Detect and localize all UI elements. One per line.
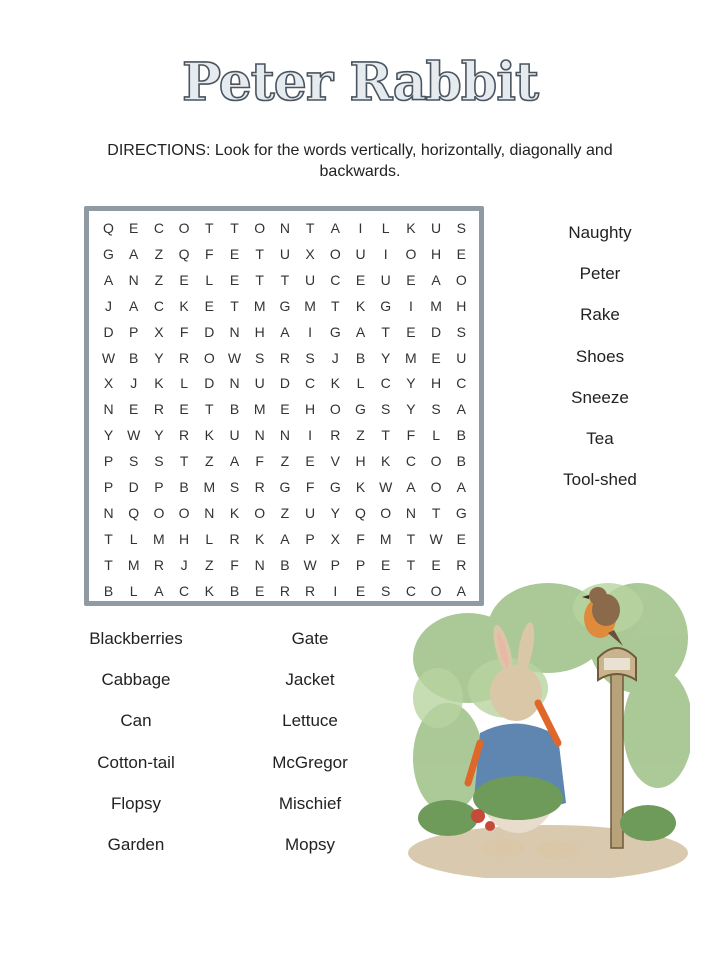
grid-row [95, 319, 473, 345]
grid-letter[interactable]: T [381, 427, 390, 444]
grid-letter[interactable]: G [329, 479, 341, 495]
grid-letter[interactable]: B [229, 582, 240, 599]
grid-letter[interactable]: T [230, 297, 239, 314]
grid-letter[interactable]: A [330, 220, 340, 236]
grid-letter[interactable]: J [180, 556, 188, 573]
grid-letter[interactable]: E [355, 271, 366, 288]
grid-row [95, 293, 473, 319]
grid-letter[interactable]: O [329, 245, 341, 262]
grid-letter[interactable]: N [279, 220, 290, 236]
grid-letter[interactable]: Q [178, 245, 190, 262]
grid-letter[interactable]: T [280, 271, 290, 288]
grid-letter[interactable]: L [180, 375, 188, 392]
grid-letter[interactable]: T [205, 220, 214, 236]
grid-letter[interactable]: A [456, 479, 466, 495]
grid-letter[interactable]: E [406, 323, 416, 340]
grid-letter[interactable]: L [356, 375, 365, 392]
grid-letter[interactable]: T [406, 556, 416, 573]
grid-letter[interactable]: U [456, 349, 467, 366]
grid-letter[interactable]: X [305, 245, 315, 262]
grid-letter[interactable]: F [205, 245, 214, 262]
grid-letter[interactable]: P [305, 530, 315, 547]
grid-letter[interactable]: O [254, 220, 266, 236]
grid-letter[interactable]: E [280, 401, 290, 418]
grid-letter[interactable]: N [254, 427, 265, 444]
grid-letter[interactable]: F [406, 427, 416, 444]
grid-letter[interactable]: P [103, 479, 114, 495]
grid-letter[interactable]: I [383, 245, 388, 262]
grid-letter[interactable]: X [103, 375, 114, 392]
grid-letter[interactable]: R [330, 427, 341, 444]
grid-letter[interactable]: W [227, 349, 242, 366]
grid-letter[interactable]: D [431, 323, 442, 340]
grid-letter[interactable]: H [355, 453, 366, 470]
grid-letter[interactable]: K [406, 220, 416, 236]
grid-letter[interactable]: Z [205, 453, 214, 470]
grid-letter[interactable]: D [128, 479, 139, 495]
grid-letter[interactable]: R [456, 556, 467, 573]
grid-letter[interactable]: V [330, 453, 340, 470]
word-list-item: Rake [580, 305, 620, 325]
grid-letter[interactable]: F [179, 323, 189, 340]
grid-letter[interactable]: D [204, 323, 215, 340]
grid-letter[interactable]: E [229, 245, 240, 262]
grid-letter[interactable]: K [355, 297, 366, 314]
grid-letter[interactable]: B [456, 453, 466, 470]
grid-letter[interactable]: Q [103, 220, 114, 236]
grid-letter[interactable]: W [379, 479, 393, 495]
grid-letter[interactable]: K [330, 375, 340, 392]
grid-row [95, 448, 473, 474]
grid-letter[interactable]: B [355, 349, 366, 366]
grid-letter[interactable]: R [153, 401, 164, 418]
grid-row [95, 267, 473, 293]
grid-letter[interactable]: A [129, 245, 139, 262]
grid-letter[interactable]: L [205, 530, 214, 547]
grid-letter[interactable]: E [179, 271, 189, 288]
grid-letter[interactable]: S [431, 401, 441, 418]
grid-letter[interactable]: A [129, 297, 139, 314]
grid-letter[interactable]: T [230, 220, 239, 236]
grid-letter[interactable]: P [154, 479, 164, 495]
grid-letter[interactable]: O [178, 504, 190, 521]
grid-letter[interactable]: M [253, 401, 266, 418]
grid-letter[interactable]: E [431, 349, 441, 366]
grid-letter[interactable]: O [203, 349, 215, 366]
grid-letter[interactable]: E [381, 556, 391, 573]
grid-letter[interactable]: G [455, 504, 467, 521]
grid-letter[interactable]: N [279, 427, 290, 444]
directions-text: DIRECTIONS: Look for the words vertically, horizontally, diagonally and backwards. [107, 142, 613, 180]
grid-letter[interactable]: T [205, 401, 214, 418]
grid-row [95, 422, 473, 448]
grid-letter[interactable]: D [279, 375, 290, 392]
grid-letter[interactable]: O [329, 401, 341, 418]
grid-letter[interactable]: E [431, 556, 441, 573]
grid-letter[interactable]: Z [154, 271, 164, 288]
grid-letter[interactable]: K [355, 479, 366, 495]
grid-letter[interactable]: O [455, 271, 467, 288]
word-list-item: Lettuce [282, 711, 338, 731]
grid-row [95, 345, 473, 371]
grid-letter[interactable]: N [405, 504, 416, 521]
grid-letter[interactable]: G [103, 245, 114, 262]
grid-row [95, 500, 473, 526]
word-list-item: Peter [579, 264, 621, 284]
word-list-item: Tea [586, 429, 614, 448]
grid-letter[interactable]: C [330, 271, 341, 288]
grid-letter[interactable]: M [253, 297, 266, 314]
grid-letter[interactable]: M [405, 349, 417, 366]
word-list-item: Gate [291, 629, 329, 648]
grid-letter[interactable]: T [431, 504, 441, 521]
grid-letter[interactable]: O [254, 504, 266, 521]
grid-letter[interactable]: W [127, 427, 141, 444]
grid-letter[interactable]: G [380, 297, 392, 314]
grid-letter[interactable]: U [229, 427, 240, 444]
word-list-item: Flopsy [110, 793, 162, 813]
word-list-item: Cotton-tail [97, 752, 175, 772]
word-list-item: Mopsy [284, 835, 336, 854]
grid-letter[interactable]: E [305, 453, 315, 470]
grid-letter[interactable]: O [430, 453, 442, 470]
grid-letter[interactable]: Z [205, 556, 214, 573]
grid-letter[interactable]: C [153, 220, 164, 236]
grid-letter[interactable]: C [305, 375, 316, 392]
grid-letter[interactable]: F [230, 556, 239, 573]
grid-letter[interactable]: O [430, 479, 442, 495]
grid-letter[interactable]: M [304, 297, 316, 314]
grid-letter[interactable]: J [130, 375, 138, 392]
grid-letter[interactable]: L [432, 427, 440, 444]
grid-letter[interactable]: C [405, 582, 416, 599]
word-list-item: Can [120, 711, 152, 731]
grid-letter[interactable]: E [456, 530, 466, 547]
grid-letter[interactable]: B [456, 427, 466, 444]
grid-letter[interactable]: M [430, 297, 442, 314]
grid-letter[interactable]: M [153, 530, 165, 547]
word-list-item: McGregor [272, 752, 348, 772]
grid-letter[interactable]: O [405, 245, 417, 262]
grid-letter[interactable]: Y [154, 349, 164, 366]
grid-row [95, 396, 473, 422]
grid-letter[interactable]: E [229, 271, 240, 288]
grid-letter[interactable]: B [103, 582, 114, 599]
grid-letter[interactable]: N [204, 504, 215, 521]
grid-letter[interactable]: R [254, 479, 265, 495]
grid-letter[interactable]: N [229, 375, 240, 392]
word-list-item: Sneeze [571, 387, 629, 407]
grid-letter[interactable]: I [308, 323, 313, 340]
grid-letter[interactable]: T [104, 556, 113, 573]
grid-row [95, 526, 473, 552]
grid-letter[interactable]: L [129, 582, 138, 599]
grid-letter[interactable]: K [179, 297, 189, 314]
grid-letter[interactable]: N [103, 401, 114, 418]
grid-letter[interactable]: J [105, 297, 112, 314]
grid-letter[interactable]: R [179, 349, 190, 366]
grid-letter[interactable]: K [229, 504, 240, 521]
grid-letter[interactable]: B [129, 349, 139, 366]
grid-letter[interactable]: A [103, 271, 114, 288]
grid-letter[interactable]: W [101, 349, 116, 366]
word-list-item: Tool-shed [563, 470, 637, 490]
grid-letter[interactable]: N [254, 556, 265, 573]
grid-letter[interactable]: U [355, 245, 366, 262]
grid-letter[interactable]: F [305, 479, 315, 495]
grid-letter[interactable]: R [153, 556, 164, 573]
grid-letter[interactable]: T [406, 530, 416, 547]
grid-letter[interactable]: Y [330, 504, 340, 521]
grid-letter[interactable]: S [154, 453, 164, 470]
grid-row [95, 215, 473, 241]
grid-letter[interactable]: R [179, 427, 190, 444]
grid-letter[interactable]: C [179, 582, 190, 599]
grid-letter[interactable]: H [179, 530, 190, 547]
grid-letter[interactable]: T [331, 297, 340, 314]
grid-letter[interactable]: C [380, 375, 391, 392]
grid-letter[interactable]: T [381, 323, 390, 340]
grid-letter[interactable]: A [431, 271, 441, 288]
grid-letter[interactable]: U [254, 375, 265, 392]
grid-letter[interactable]: S [255, 349, 265, 366]
grid-letter[interactable]: S [456, 323, 466, 340]
grid-letter[interactable]: Y [381, 349, 391, 366]
grid-letter[interactable]: Y [406, 375, 416, 392]
grid-letter[interactable]: H [431, 375, 442, 392]
grid-letter[interactable]: X [330, 530, 340, 547]
word-search-grid[interactable] [84, 206, 484, 606]
page-title: Peter Rabbit [182, 52, 538, 113]
word-list-item: Cabbage [101, 670, 171, 690]
grid-letter[interactable]: O [153, 504, 165, 521]
grid-letter[interactable]: K [154, 375, 164, 392]
grid-letter[interactable]: R [279, 582, 290, 599]
grid-letter[interactable]: W [429, 530, 443, 547]
grid-letter[interactable]: U [380, 271, 391, 288]
grid-letter[interactable]: T [255, 271, 264, 288]
grid-letter[interactable]: F [356, 530, 365, 547]
grid-letter[interactable]: W [303, 556, 317, 573]
grid-letter[interactable]: S [129, 453, 139, 470]
word-list-item: Garden [107, 835, 165, 854]
grid-letter[interactable]: U [431, 220, 442, 236]
grid-letter[interactable]: K [381, 453, 391, 470]
grid-letter[interactable]: A [229, 453, 240, 470]
grid-letter[interactable]: H [431, 245, 442, 262]
grid-letter[interactable]: G [329, 323, 341, 340]
grid-letter[interactable]: E [355, 582, 366, 599]
grid-letter[interactable]: S [381, 582, 391, 599]
word-list-item: Naughty [568, 223, 632, 242]
grid-letter[interactable]: Y [103, 427, 114, 444]
grid-letter[interactable]: T [305, 220, 315, 236]
grid-letter[interactable]: I [358, 220, 363, 236]
grid-letter[interactable]: O [380, 504, 392, 521]
word-list-item: Mischief [278, 793, 342, 813]
grid-letter[interactable]: Q [128, 504, 140, 521]
grid-letter[interactable]: E [456, 245, 466, 262]
grid-letter[interactable]: S [381, 401, 391, 418]
grid-letter[interactable]: H [456, 297, 467, 314]
grid-letter[interactable]: B [280, 556, 290, 573]
grid-letter[interactable]: P [355, 556, 366, 573]
grid-row [95, 474, 473, 500]
grid-letter[interactable]: P [330, 556, 340, 573]
grid-letter[interactable]: A [456, 582, 466, 599]
grid-letter[interactable]: E [406, 271, 416, 288]
grid-letter[interactable]: U [305, 504, 316, 521]
grid-letter[interactable]: B [229, 401, 240, 418]
grid-letter[interactable]: I [408, 297, 413, 314]
grid-letter[interactable]: S [456, 220, 466, 236]
grid-letter[interactable]: L [381, 220, 390, 236]
grid-letter[interactable]: H [254, 323, 265, 340]
grid-letter[interactable]: K [204, 582, 214, 599]
grid-letter[interactable]: N [103, 504, 114, 521]
grid-letter[interactable]: U [279, 245, 290, 262]
grid-letter[interactable]: E [129, 220, 139, 236]
grid-letter[interactable]: N [128, 271, 139, 288]
word-list-item: Jacket [285, 670, 335, 690]
grid-letter[interactable]: G [279, 479, 291, 495]
grid-letter[interactable]: C [153, 297, 164, 314]
grid-letter[interactable]: A [280, 530, 290, 547]
grid-letter[interactable]: G [355, 401, 366, 418]
grid-letter[interactable]: Y [406, 401, 416, 418]
grid-letter[interactable]: K [204, 427, 214, 444]
grid-letter[interactable]: N [229, 323, 240, 340]
grid-letter[interactable]: T [255, 245, 264, 262]
grid-row [95, 241, 473, 267]
grid-letter[interactable]: T [179, 453, 189, 470]
grid-letter[interactable]: R [279, 349, 290, 366]
grid-letter[interactable]: A [280, 323, 290, 340]
grid-letter[interactable]: S [305, 349, 315, 366]
grid-letter[interactable]: E [255, 582, 265, 599]
peter-rabbit-illustration [408, 568, 690, 878]
word-list-item: Blackberries [89, 629, 183, 648]
grid-letter[interactable]: Z [280, 504, 290, 521]
grid-letter[interactable]: C [405, 453, 416, 470]
grid-letter[interactable]: L [129, 530, 138, 547]
grid-row [95, 370, 473, 396]
grid-letter[interactable]: M [379, 530, 392, 547]
grid-letter[interactable]: P [129, 323, 139, 340]
grid-letter[interactable]: G [279, 297, 291, 314]
grid-letter[interactable]: Q [355, 504, 366, 521]
grid-letter[interactable]: R [229, 530, 240, 547]
grid-letter[interactable]: H [305, 401, 316, 418]
grid-letter[interactable]: Z [154, 245, 164, 262]
grid-letter[interactable]: M [203, 479, 216, 495]
grid-letter[interactable]: B [179, 479, 189, 495]
grid-letter[interactable]: I [308, 427, 313, 444]
grid-letter[interactable]: U [305, 271, 316, 288]
grid-letter[interactable]: F [255, 453, 264, 470]
grid-letter[interactable]: D [103, 323, 114, 340]
grid-letter[interactable]: X [154, 323, 164, 340]
grid-letter[interactable]: P [103, 453, 114, 470]
grid-letter[interactable]: K [255, 530, 265, 547]
grid-letter[interactable]: R [305, 582, 316, 599]
grid-letter[interactable]: E [204, 297, 214, 314]
word-list-item: Shoes [575, 346, 625, 366]
grid-letter[interactable]: C [456, 375, 467, 392]
grid-letter[interactable]: S [229, 479, 240, 495]
grid-letter[interactable]: M [127, 556, 140, 573]
grid-letter[interactable]: A [406, 479, 416, 495]
grid-letter[interactable]: E [179, 401, 189, 418]
grid-letter[interactable]: O [178, 220, 190, 236]
grid-letter[interactable]: T [104, 530, 113, 547]
grid-letter[interactable]: E [129, 401, 139, 418]
grid-letter[interactable]: D [204, 375, 215, 392]
grid-letter[interactable]: Z [280, 453, 290, 470]
grid-letter[interactable]: I [333, 582, 338, 599]
grid-letter[interactable]: A [456, 401, 466, 418]
grid-letter[interactable]: Z [356, 427, 365, 444]
grid-letter[interactable]: A [355, 323, 366, 340]
grid-letter[interactable]: L [205, 271, 214, 288]
grid-letter[interactable]: J [331, 349, 339, 366]
grid-letter[interactable]: A [154, 582, 164, 599]
grid-letter[interactable]: O [430, 582, 442, 599]
grid-letter[interactable]: Y [154, 427, 164, 444]
